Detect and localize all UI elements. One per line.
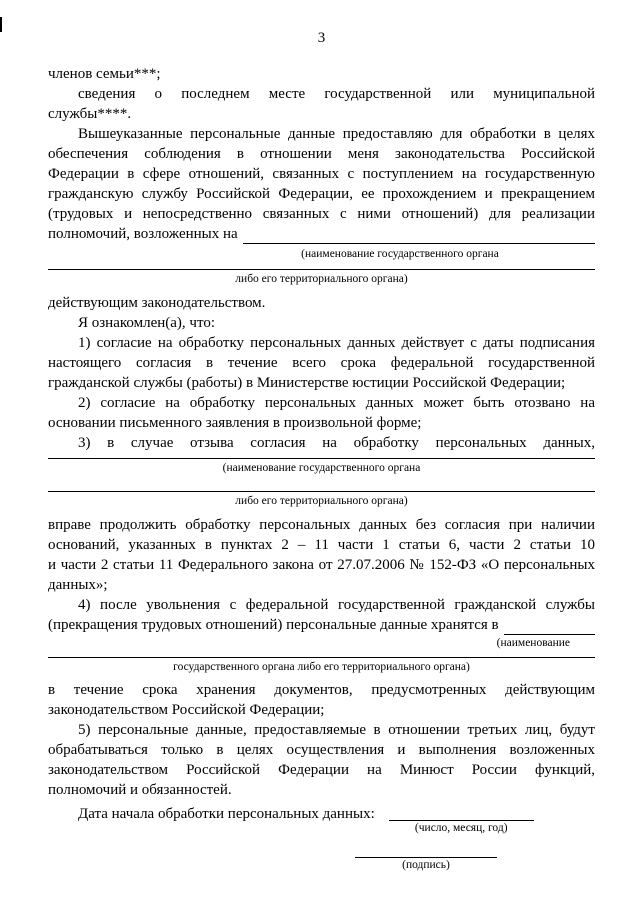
document-line: основании письменного заявления в произвольной форме; <box>48 415 422 431</box>
document-line: 2) согласие на обработку персональных данных может быть отозвано на <box>78 395 595 411</box>
field-caption: либо его территориального органа) <box>235 273 408 285</box>
signature-blank-field <box>355 847 497 858</box>
field-caption: (число, месяц, год) <box>414 822 508 834</box>
date-label: Дата начала обработки персональных данных: <box>78 806 375 822</box>
document-line: настоящего согласия в течение всего срока федеральной государственной <box>48 355 595 371</box>
blank-storage-org-field <box>504 617 595 635</box>
document-line: вправе продолжить обработку персональных данных без согласия при наличии <box>48 517 595 533</box>
document-line: (трудовых и непосредственно связанных с ними отношений) для реализации <box>48 206 595 222</box>
document-line: Вышеуказанные персональные данные предоставляю для обработки в целях <box>78 126 595 142</box>
document-line: законодательством Российской Федерации на Минюст России функций, <box>48 762 595 778</box>
field-caption: государственного органа либо его территориального органа) <box>173 661 470 673</box>
document-line: обрабатываться только в целях осуществления и выполнения возложенных <box>48 742 595 758</box>
date-field <box>389 804 534 835</box>
document-line: гражданскую службу Российской Федерации, ее прохождением и прекращением <box>48 186 595 202</box>
document-line-with-blank <box>48 615 595 635</box>
document-line: гражданской службы (работы) в Министерстве юстиции Российской Федерации; <box>48 375 566 391</box>
field-caption: (наименование государственного органа <box>222 462 421 474</box>
document-line: членов семьи***; <box>48 66 161 82</box>
field-caption: либо его территориального органа) <box>235 495 408 507</box>
document-line: действующим законодательством. <box>48 295 266 311</box>
blank-org-name-field-line2 <box>48 269 595 270</box>
document-line: данных»; <box>48 577 108 593</box>
page-number: 3 <box>317 30 326 46</box>
document-line: в течение срока хранения документов, предусмотренных действующим <box>48 682 595 698</box>
document-line: (прекращения трудовых отношений) персональные данные хранятся в <box>48 617 499 633</box>
document-line: 5) персональные данные, предоставляемые в отношении третьих лиц, будут <box>78 722 595 738</box>
field-caption: (наименование государственного органа <box>301 248 499 260</box>
blank-org-name-field <box>243 226 595 244</box>
scan-artifact <box>0 17 2 32</box>
field-caption: (наименование <box>496 637 570 649</box>
document-line: полномочий, возложенных на <box>48 226 238 242</box>
blank-org-name-field2-line2 <box>48 491 595 492</box>
document-line: Федерации в сфере отношений, связанных с поступлением на государственную <box>48 166 595 182</box>
field-caption: (подпись) <box>402 859 450 871</box>
blank-org-name-field2 <box>48 458 595 459</box>
document-line: 4) после увольнения с федеральной государственной гражданской службы <box>78 597 595 613</box>
signature-field <box>355 847 497 872</box>
document-line: 1) согласие на обработку персональных данных действует с даты подписания <box>78 335 595 351</box>
document-line: законодательством Российской Федерации; <box>48 702 325 718</box>
document-line: службы****. <box>48 106 132 122</box>
processing-start-date-row <box>48 804 595 835</box>
document-line: полномочий и обязанностей. <box>48 782 232 798</box>
document-line: сведения о последнем месте государственной или муниципальной <box>78 86 595 102</box>
blank-storage-org-field-line2 <box>48 657 595 658</box>
document-line: Я ознакомлен(а), что: <box>78 315 215 331</box>
document-line-with-blank <box>48 224 595 244</box>
document-line: 3) в случае отзыва согласия на обработку персональных данных, <box>78 435 595 451</box>
document-line: и части 2 статьи 11 Федерального закона от 27.07.2006 № 152-ФЗ «О персональных <box>48 557 595 573</box>
document-line: оснований, указанных в пунктах 2 – 11 части 1 статьи 6, части 2 статьи 10 <box>48 537 595 553</box>
date-blank-field <box>389 804 534 821</box>
document-line: обеспечения соблюдения в отношении меня законодательства Российской <box>48 146 595 162</box>
